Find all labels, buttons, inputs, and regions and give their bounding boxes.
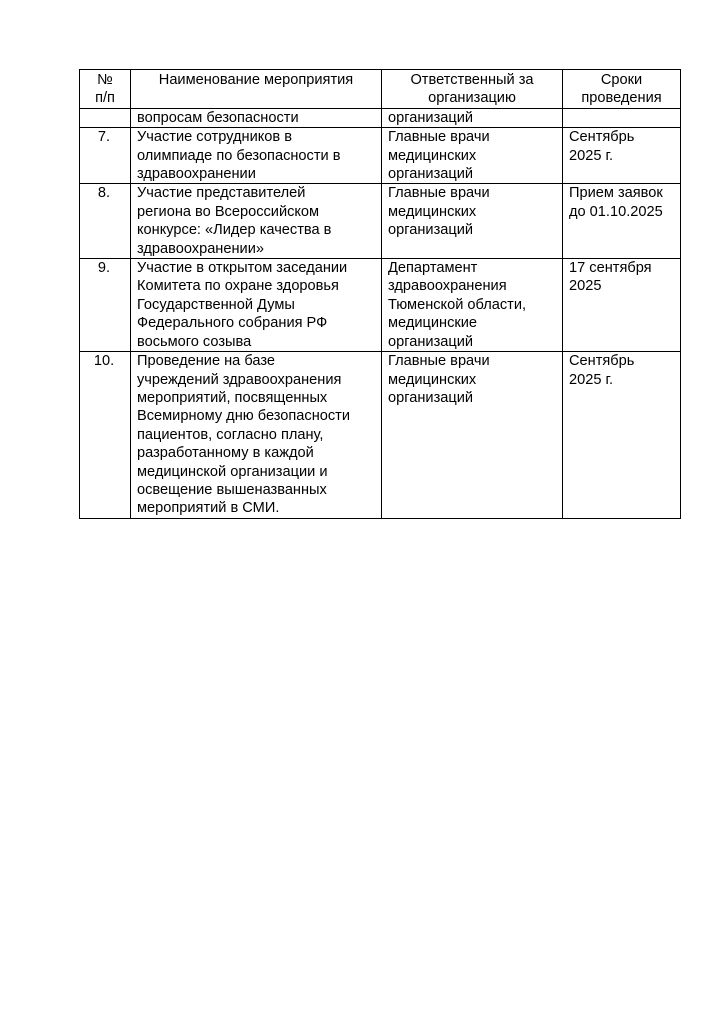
row-deadline: Сентябрь 2025 г.: [563, 128, 681, 184]
row-deadline: Прием заявок до 01.10.2025: [563, 184, 681, 259]
row-number: 9.: [80, 259, 131, 352]
table-row: [80, 128, 681, 184]
row-number: 7.: [80, 128, 131, 184]
row-event: Проведение на базе учреждений здравоохранения мероприятий, посвященных Всемирному дню безопасности пациентов, согласно плану, разработанному в каждой медицинской организации и освещение вышеназванных мероприятий в СМИ.: [131, 352, 382, 519]
row-deadline: Сентябрь 2025 г.: [563, 352, 681, 519]
table-row: [80, 108, 681, 127]
row-event: вопросам безопасности: [131, 108, 382, 127]
table-row: [80, 184, 681, 259]
header-event-name: Наименование мероприятия: [131, 70, 382, 109]
row-number: 8.: [80, 184, 131, 259]
row-responsible: Главные врачи медицинских организаций: [382, 184, 563, 259]
row-responsible: организаций: [382, 108, 563, 127]
row-responsible: Департамент здравоохранения Тюменской области, медицинские организаций: [382, 259, 563, 352]
row-event: Участие представителей региона во Всероссийском конкурсе: «Лидер качества в здравоохранении»: [131, 184, 382, 259]
header-deadline: Сроки проведения: [563, 70, 681, 109]
row-event: Участие в открытом заседании Комитета по охране здоровья Государственной Думы Федерального собрания РФ восьмого созыва: [131, 259, 382, 352]
row-number: 10.: [80, 352, 131, 519]
row-deadline: [563, 108, 681, 127]
row-responsible: Главные врачи медицинских организаций: [382, 352, 563, 519]
row-deadline: 17 сентября 2025: [563, 259, 681, 352]
row-number: [80, 108, 131, 127]
table-row: [80, 259, 681, 352]
table-header-row: [80, 70, 681, 109]
row-event: Участие сотрудников в олимпиаде по безопасности в здравоохранении: [131, 128, 382, 184]
table-row: [80, 352, 681, 519]
events-table: [79, 69, 681, 519]
header-number: № п/п: [80, 70, 131, 109]
header-responsible: Ответственный за организацию: [382, 70, 563, 109]
row-responsible: Главные врачи медицинских организаций: [382, 128, 563, 184]
